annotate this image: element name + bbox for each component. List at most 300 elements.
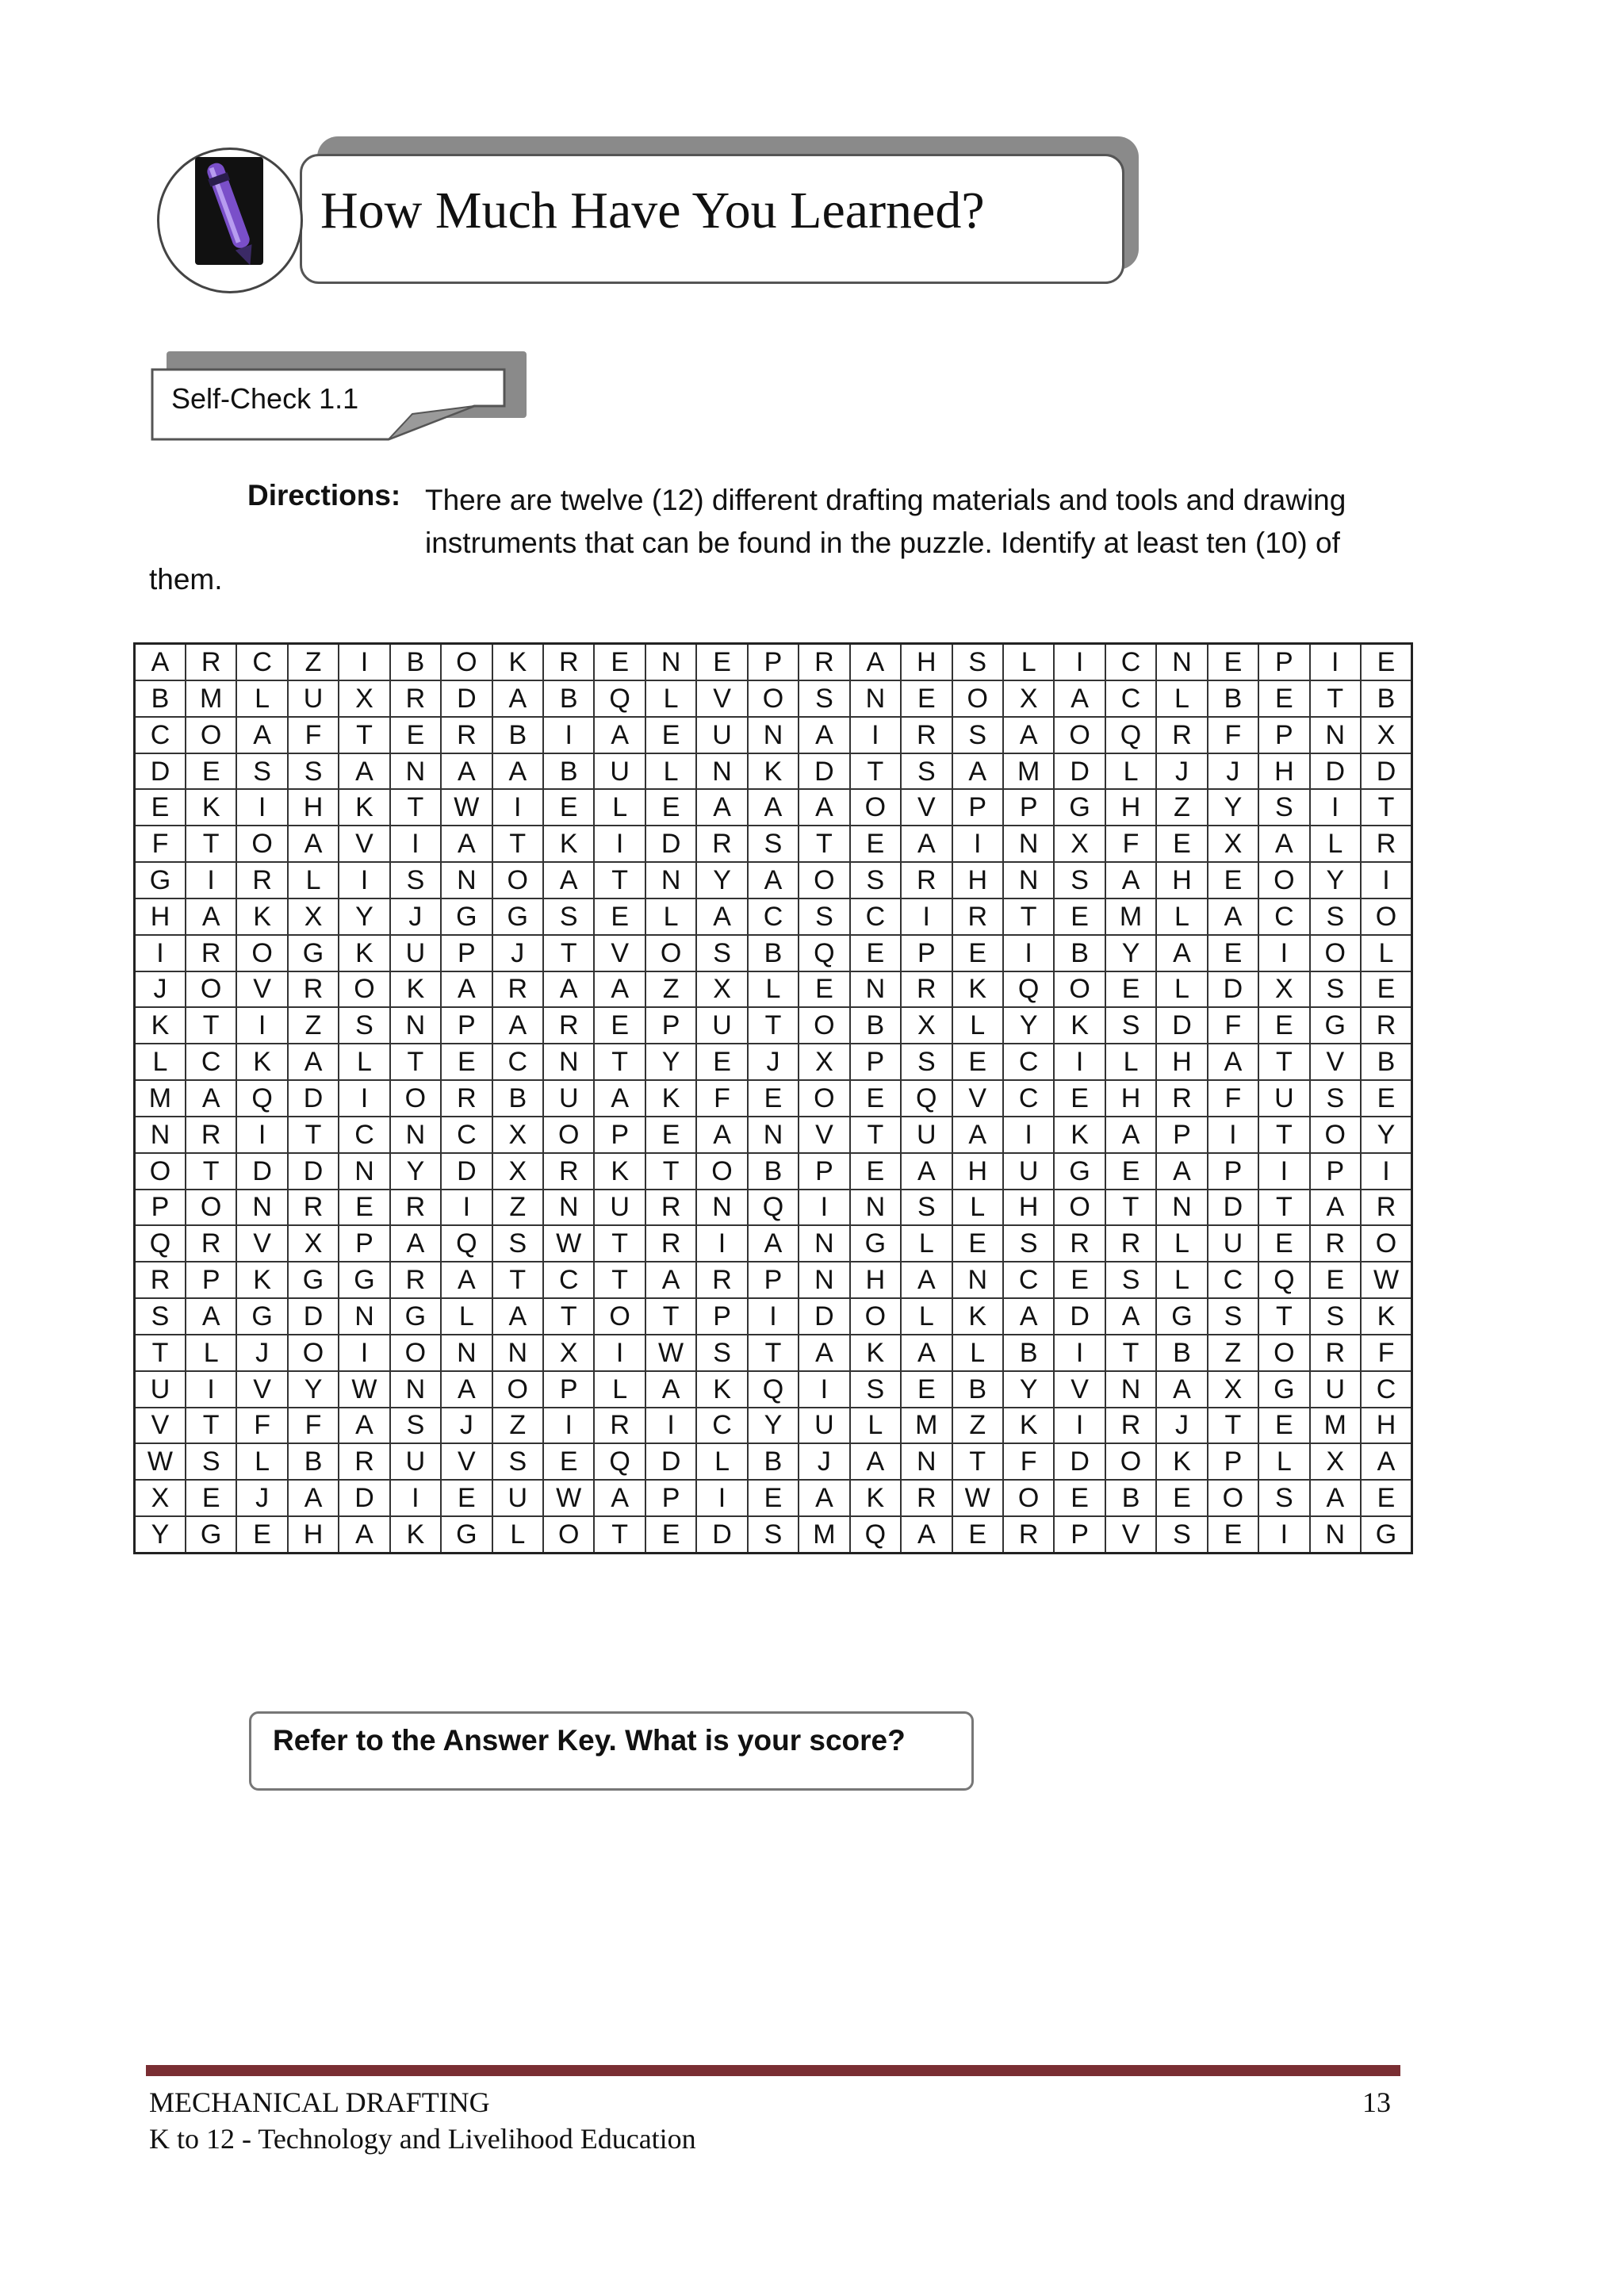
puzzle-cell: D: [441, 680, 492, 717]
puzzle-cell: W: [1361, 1262, 1412, 1298]
puzzle-cell: L: [236, 1443, 287, 1480]
puzzle-cell: R: [1310, 1335, 1361, 1371]
puzzle-cell: O: [1054, 971, 1105, 1008]
puzzle-cell: A: [696, 789, 747, 826]
puzzle-cell: E: [748, 1480, 799, 1516]
puzzle-cell: E: [236, 1516, 287, 1554]
puzzle-cell: T: [186, 1007, 236, 1044]
puzzle-cell: C: [1003, 1262, 1054, 1298]
puzzle-cell: R: [696, 826, 747, 862]
puzzle-cell: R: [645, 1225, 696, 1262]
puzzle-cell: A: [850, 1443, 901, 1480]
puzzle-cell: P: [1003, 789, 1054, 826]
puzzle-cell: T: [186, 1408, 236, 1444]
puzzle-cell: L: [1156, 1225, 1207, 1262]
puzzle-cell: P: [1258, 644, 1309, 680]
puzzle-cell: W: [952, 1480, 1003, 1516]
puzzle-cell: A: [288, 826, 339, 862]
puzzle-cell: U: [594, 753, 645, 790]
footer-divider: [146, 2065, 1400, 2076]
puzzle-cell: R: [1361, 1190, 1412, 1226]
puzzle-cell: B: [952, 1371, 1003, 1408]
puzzle-cell: T: [1258, 1190, 1309, 1226]
puzzle-cell: W: [543, 1225, 594, 1262]
puzzle-cell: E: [441, 1044, 492, 1080]
puzzle-cell: K: [1156, 1443, 1207, 1480]
puzzle-cell: H: [135, 898, 186, 935]
puzzle-cell: I: [1054, 1044, 1105, 1080]
puzzle-cell: A: [952, 753, 1003, 790]
puzzle-row: [135, 898, 1412, 935]
puzzle-cell: H: [1156, 862, 1207, 898]
puzzle-cell: E: [1208, 862, 1258, 898]
puzzle-cell: O: [850, 789, 901, 826]
puzzle-cell: F: [288, 717, 339, 753]
puzzle-cell: N: [799, 1225, 849, 1262]
puzzle-cell: K: [543, 826, 594, 862]
puzzle-cell: O: [799, 1007, 849, 1044]
puzzle-cell: T: [850, 1117, 901, 1153]
puzzle-cell: A: [236, 717, 287, 753]
puzzle-cell: N: [1003, 826, 1054, 862]
puzzle-cell: N: [135, 1117, 186, 1153]
puzzle-cell: K: [339, 935, 389, 971]
puzzle-cell: R: [1361, 1007, 1412, 1044]
puzzle-cell: C: [441, 1117, 492, 1153]
puzzle-cell: A: [441, 971, 492, 1008]
puzzle-cell: S: [799, 898, 849, 935]
puzzle-cell: A: [594, 717, 645, 753]
puzzle-cell: A: [901, 826, 952, 862]
puzzle-cell: B: [1208, 680, 1258, 717]
puzzle-cell: D: [1054, 1298, 1105, 1335]
puzzle-cell: T: [135, 1335, 186, 1371]
puzzle-cell: E: [645, 1516, 696, 1554]
puzzle-cell: K: [748, 753, 799, 790]
puzzle-cell: T: [492, 826, 543, 862]
puzzle-cell: P: [901, 935, 952, 971]
puzzle-cell: B: [390, 644, 441, 680]
puzzle-cell: R: [1156, 717, 1207, 753]
puzzle-cell: B: [748, 1153, 799, 1190]
puzzle-cell: O: [186, 1190, 236, 1226]
puzzle-cell: A: [543, 862, 594, 898]
puzzle-cell: R: [236, 862, 287, 898]
puzzle-cell: R: [186, 1225, 236, 1262]
puzzle-cell: A: [288, 1480, 339, 1516]
puzzle-cell: R: [390, 680, 441, 717]
puzzle-cell: I: [748, 1298, 799, 1335]
puzzle-cell: A: [1310, 1190, 1361, 1226]
puzzle-cell: I: [236, 1117, 287, 1153]
puzzle-cell: P: [1054, 1516, 1105, 1554]
puzzle-cell: W: [135, 1443, 186, 1480]
puzzle-cell: Z: [1156, 789, 1207, 826]
puzzle-cell: E: [543, 1443, 594, 1480]
puzzle-cell: Y: [696, 862, 747, 898]
puzzle-cell: A: [288, 1044, 339, 1080]
puzzle-cell: I: [543, 717, 594, 753]
puzzle-cell: P: [645, 1480, 696, 1516]
puzzle-cell: I: [186, 1371, 236, 1408]
puzzle-cell: M: [799, 1516, 849, 1554]
puzzle-cell: T: [339, 717, 389, 753]
puzzle-row: [135, 1408, 1412, 1444]
puzzle-row: [135, 1335, 1412, 1371]
puzzle-cell: B: [1361, 680, 1412, 717]
puzzle-cell: K: [1003, 1408, 1054, 1444]
puzzle-cell: H: [952, 1153, 1003, 1190]
footer-course: K to 12 - Technology and Livelihood Education: [149, 2123, 696, 2155]
puzzle-row: [135, 826, 1412, 862]
puzzle-cell: A: [594, 1080, 645, 1117]
puzzle-cell: I: [236, 789, 287, 826]
puzzle-cell: I: [850, 717, 901, 753]
puzzle-cell: E: [1361, 1080, 1412, 1117]
puzzle-cell: P: [850, 1044, 901, 1080]
puzzle-cell: Q: [1105, 717, 1156, 753]
puzzle-cell: U: [1208, 1225, 1258, 1262]
puzzle-cell: K: [696, 1371, 747, 1408]
puzzle-cell: S: [748, 1516, 799, 1554]
puzzle-cell: B: [1361, 1044, 1412, 1080]
puzzle-cell: Q: [594, 1443, 645, 1480]
puzzle-cell: L: [492, 1516, 543, 1554]
puzzle-cell: O: [1208, 1480, 1258, 1516]
puzzle-cell: A: [1156, 935, 1207, 971]
puzzle-cell: O: [952, 680, 1003, 717]
puzzle-cell: A: [186, 898, 236, 935]
puzzle-cell: N: [1310, 1516, 1361, 1554]
puzzle-cell: E: [901, 1371, 952, 1408]
puzzle-cell: S: [1258, 1480, 1309, 1516]
puzzle-cell: D: [799, 1298, 849, 1335]
puzzle-cell: I: [135, 935, 186, 971]
puzzle-cell: D: [1054, 1443, 1105, 1480]
puzzle-cell: I: [186, 862, 236, 898]
puzzle-row: [135, 862, 1412, 898]
puzzle-cell: T: [645, 1298, 696, 1335]
puzzle-cell: E: [594, 644, 645, 680]
footer-subject: MECHANICAL DRAFTING: [149, 2086, 490, 2118]
puzzle-cell: A: [901, 1335, 952, 1371]
puzzle-cell: I: [339, 1080, 389, 1117]
puzzle-cell: A: [1105, 1298, 1156, 1335]
puzzle-row: [135, 1007, 1412, 1044]
puzzle-cell: G: [1054, 789, 1105, 826]
puzzle-cell: R: [1054, 1225, 1105, 1262]
puzzle-cell: O: [186, 717, 236, 753]
puzzle-cell: C: [1361, 1371, 1412, 1408]
puzzle-cell: Z: [952, 1408, 1003, 1444]
puzzle-cell: E: [1208, 1516, 1258, 1554]
puzzle-cell: O: [186, 971, 236, 1008]
puzzle-row: [135, 717, 1412, 753]
puzzle-cell: T: [748, 1335, 799, 1371]
puzzle-cell: D: [1208, 971, 1258, 1008]
puzzle-cell: R: [952, 898, 1003, 935]
puzzle-cell: O: [1003, 1480, 1054, 1516]
puzzle-cell: Q: [135, 1225, 186, 1262]
puzzle-cell: B: [850, 1007, 901, 1044]
puzzle-cell: R: [441, 717, 492, 753]
puzzle-cell: X: [696, 971, 747, 1008]
puzzle-cell: E: [543, 789, 594, 826]
puzzle-cell: J: [135, 971, 186, 1008]
puzzle-cell: W: [543, 1480, 594, 1516]
puzzle-cell: L: [1156, 898, 1207, 935]
puzzle-cell: A: [441, 753, 492, 790]
page-title: How Much Have You Learned?: [320, 182, 985, 239]
puzzle-cell: W: [441, 789, 492, 826]
puzzle-cell: T: [1361, 789, 1412, 826]
puzzle-cell: K: [645, 1080, 696, 1117]
puzzle-cell: O: [1105, 1443, 1156, 1480]
puzzle-cell: B: [1105, 1480, 1156, 1516]
puzzle-cell: L: [288, 862, 339, 898]
puzzle-cell: E: [1208, 935, 1258, 971]
puzzle-cell: F: [1208, 717, 1258, 753]
puzzle-cell: B: [288, 1443, 339, 1480]
puzzle-cell: N: [850, 680, 901, 717]
puzzle-cell: V: [799, 1117, 849, 1153]
puzzle-cell: I: [390, 1480, 441, 1516]
puzzle-cell: G: [441, 898, 492, 935]
puzzle-cell: U: [492, 1480, 543, 1516]
puzzle-cell: F: [1361, 1335, 1412, 1371]
puzzle-cell: U: [696, 717, 747, 753]
puzzle-cell: P: [135, 1190, 186, 1226]
puzzle-row: [135, 1516, 1412, 1554]
puzzle-cell: I: [1054, 1335, 1105, 1371]
puzzle-cell: I: [492, 789, 543, 826]
puzzle-cell: U: [390, 1443, 441, 1480]
puzzle-cell: E: [339, 1190, 389, 1226]
puzzle-cell: H: [952, 862, 1003, 898]
puzzle-cell: O: [441, 644, 492, 680]
puzzle-cell: N: [390, 1117, 441, 1153]
puzzle-cell: B: [492, 1080, 543, 1117]
puzzle-cell: C: [1003, 1044, 1054, 1080]
puzzle-cell: V: [1105, 1516, 1156, 1554]
puzzle-cell: P: [441, 935, 492, 971]
puzzle-row: [135, 1044, 1412, 1080]
puzzle-cell: A: [492, 1298, 543, 1335]
puzzle-cell: R: [696, 1262, 747, 1298]
puzzle-cell: R: [901, 1480, 952, 1516]
puzzle-cell: N: [696, 753, 747, 790]
puzzle-cell: P: [441, 1007, 492, 1044]
puzzle-cell: O: [1361, 1225, 1412, 1262]
puzzle-cell: D: [799, 753, 849, 790]
puzzle-cell: K: [952, 971, 1003, 1008]
puzzle-cell: X: [1208, 826, 1258, 862]
puzzle-cell: P: [1156, 1117, 1207, 1153]
puzzle-cell: S: [236, 753, 287, 790]
puzzle-cell: N: [339, 1153, 389, 1190]
puzzle-cell: J: [1156, 753, 1207, 790]
puzzle-cell: N: [1156, 1190, 1207, 1226]
puzzle-cell: M: [186, 680, 236, 717]
puzzle-cell: L: [1003, 644, 1054, 680]
puzzle-cell: N: [645, 644, 696, 680]
puzzle-cell: N: [492, 1335, 543, 1371]
puzzle-cell: A: [441, 1262, 492, 1298]
puzzle-cell: J: [441, 1408, 492, 1444]
puzzle-cell: L: [952, 1190, 1003, 1226]
puzzle-cell: A: [441, 826, 492, 862]
puzzle-cell: A: [645, 1262, 696, 1298]
puzzle-cell: L: [1156, 1262, 1207, 1298]
puzzle-cell: O: [1310, 1117, 1361, 1153]
puzzle-cell: Q: [850, 1516, 901, 1554]
puzzle-cell: U: [799, 1408, 849, 1444]
puzzle-cell: U: [1258, 1080, 1309, 1117]
puzzle-cell: K: [594, 1153, 645, 1190]
puzzle-cell: C: [1258, 898, 1309, 935]
puzzle-cell: U: [1003, 1153, 1054, 1190]
puzzle-cell: G: [186, 1516, 236, 1554]
puzzle-cell: E: [594, 1007, 645, 1044]
puzzle-cell: I: [696, 1225, 747, 1262]
puzzle-cell: E: [696, 644, 747, 680]
puzzle-cell: S: [799, 680, 849, 717]
puzzle-cell: R: [1156, 1080, 1207, 1117]
puzzle-cell: I: [696, 1480, 747, 1516]
puzzle-cell: S: [186, 1443, 236, 1480]
puzzle-cell: E: [390, 717, 441, 753]
puzzle-cell: G: [1156, 1298, 1207, 1335]
puzzle-cell: Y: [1003, 1371, 1054, 1408]
puzzle-row: [135, 1371, 1412, 1408]
puzzle-cell: K: [236, 898, 287, 935]
puzzle-cell: G: [135, 862, 186, 898]
pen-icon: [189, 152, 276, 271]
puzzle-cell: I: [1003, 935, 1054, 971]
puzzle-cell: A: [1003, 717, 1054, 753]
puzzle-cell: E: [850, 826, 901, 862]
puzzle-cell: C: [236, 644, 287, 680]
puzzle-cell: D: [288, 1080, 339, 1117]
puzzle-cell: N: [748, 717, 799, 753]
puzzle-cell: V: [1310, 1044, 1361, 1080]
puzzle-cell: R: [186, 1117, 236, 1153]
puzzle-row: [135, 1153, 1412, 1190]
puzzle-cell: O: [339, 971, 389, 1008]
puzzle-cell: E: [952, 935, 1003, 971]
puzzle-cell: O: [390, 1335, 441, 1371]
puzzle-cell: O: [135, 1153, 186, 1190]
puzzle-cell: E: [901, 680, 952, 717]
puzzle-cell: E: [696, 1044, 747, 1080]
puzzle-cell: C: [1105, 644, 1156, 680]
puzzle-cell: T: [1208, 1408, 1258, 1444]
puzzle-cell: R: [186, 644, 236, 680]
puzzle-cell: S: [901, 1190, 952, 1226]
puzzle-cell: P: [1258, 717, 1309, 753]
puzzle-cell: A: [901, 1262, 952, 1298]
puzzle-cell: Y: [748, 1408, 799, 1444]
puzzle-cell: E: [1310, 1262, 1361, 1298]
puzzle-cell: K: [492, 644, 543, 680]
puzzle-cell: K: [135, 1007, 186, 1044]
puzzle-cell: A: [799, 1480, 849, 1516]
puzzle-cell: N: [390, 1007, 441, 1044]
puzzle-cell: V: [441, 1443, 492, 1480]
puzzle-cell: I: [1258, 1516, 1309, 1554]
puzzle-cell: I: [1208, 1117, 1258, 1153]
puzzle-cell: A: [1003, 1298, 1054, 1335]
puzzle-cell: V: [236, 1225, 287, 1262]
puzzle-cell: T: [594, 1262, 645, 1298]
puzzle-cell: F: [696, 1080, 747, 1117]
puzzle-cell: E: [1258, 1225, 1309, 1262]
puzzle-cell: Z: [288, 644, 339, 680]
puzzle-cell: X: [288, 898, 339, 935]
puzzle-cell: O: [799, 862, 849, 898]
puzzle-cell: A: [799, 789, 849, 826]
puzzle-cell: F: [288, 1408, 339, 1444]
puzzle-cell: T: [594, 1516, 645, 1554]
puzzle-cell: J: [236, 1480, 287, 1516]
puzzle-cell: P: [543, 1371, 594, 1408]
puzzle-cell: G: [236, 1298, 287, 1335]
puzzle-cell: O: [1258, 1335, 1309, 1371]
puzzle-cell: F: [1208, 1007, 1258, 1044]
puzzle-cell: A: [186, 1298, 236, 1335]
puzzle-cell: N: [543, 1190, 594, 1226]
puzzle-cell: A: [390, 1225, 441, 1262]
puzzle-cell: N: [236, 1190, 287, 1226]
puzzle-cell: A: [901, 1516, 952, 1554]
puzzle-cell: L: [236, 680, 287, 717]
puzzle-cell: D: [441, 1153, 492, 1190]
puzzle-cell: I: [339, 1335, 389, 1371]
puzzle-cell: S: [748, 826, 799, 862]
puzzle-cell: G: [288, 935, 339, 971]
puzzle-cell: E: [186, 753, 236, 790]
puzzle-cell: T: [799, 826, 849, 862]
puzzle-cell: S: [901, 1044, 952, 1080]
puzzle-cell: I: [236, 1007, 287, 1044]
puzzle-cell: T: [390, 789, 441, 826]
puzzle-cell: S: [850, 1371, 901, 1408]
puzzle-cell: J: [748, 1044, 799, 1080]
puzzle-cell: I: [901, 898, 952, 935]
puzzle-cell: S: [1003, 1225, 1054, 1262]
puzzle-cell: G: [1258, 1371, 1309, 1408]
puzzle-cell: I: [952, 826, 1003, 862]
puzzle-cell: L: [901, 1298, 952, 1335]
puzzle-cell: N: [390, 753, 441, 790]
puzzle-cell: L: [1361, 935, 1412, 971]
puzzle-cell: A: [1105, 1117, 1156, 1153]
puzzle-cell: Q: [1003, 971, 1054, 1008]
word-search-puzzle: [133, 642, 1413, 1554]
puzzle-cell: K: [1361, 1298, 1412, 1335]
puzzle-cell: E: [1054, 1480, 1105, 1516]
puzzle-cell: E: [748, 1080, 799, 1117]
puzzle-cell: X: [1361, 717, 1412, 753]
puzzle-cell: A: [748, 1225, 799, 1262]
directions-text-tail: them.: [149, 563, 223, 596]
puzzle-cell: B: [1156, 1335, 1207, 1371]
puzzle-cell: G: [1054, 1153, 1105, 1190]
puzzle-cell: E: [1361, 1480, 1412, 1516]
puzzle-cell: A: [1105, 862, 1156, 898]
page-number: 13: [1362, 2086, 1391, 2118]
puzzle-cell: U: [901, 1117, 952, 1153]
